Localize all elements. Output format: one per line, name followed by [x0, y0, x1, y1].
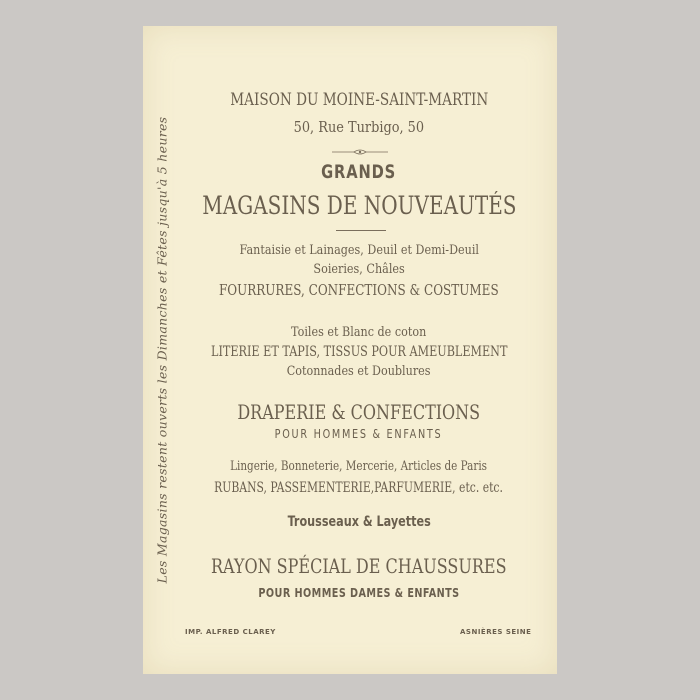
address: 50, Rue Turbigo, 50 [293, 118, 425, 136]
printer-place: ASNIÈRES SEINE [460, 628, 532, 636]
section3-line2: POUR HOMMES & ENFANTS [275, 426, 443, 441]
section2-line3: Cotonnades et Doublures [287, 364, 431, 379]
section6-line1: RAYON SPÉCIAL DE CHAUSSURES [211, 554, 507, 578]
printer-credit: IMP. ALFRED CLAREY [185, 628, 276, 636]
section6-line2: POUR HOMMES DAMES & ENFANTS [258, 585, 460, 600]
title-rule [336, 230, 386, 231]
title-grands: GRANDS [321, 161, 397, 183]
title-magasins: MAGASINS DE NOUVEAUTÉS [201, 191, 517, 220]
section4-line2: RUBANS, PASSEMENTERIE,PARFUMERIE, etc. etc. [214, 480, 504, 496]
section4-line1: Lingerie, Bonneterie, Mercerie, Articles de Paris [230, 459, 488, 474]
ornament-divider [330, 148, 390, 156]
section3-line1: DRAPERIE & CONFECTIONS [237, 400, 481, 424]
section1-line3: FOURRURES, CONFECTIONS & COSTUMES [219, 281, 499, 299]
house-name: MAISON DU MOINE-SAINT-MARTIN [229, 90, 489, 110]
opening-hours-note: Les Magasins restent ouverts les Dimanches et Fêtes jusqu'à 5 heures [154, 116, 170, 584]
section2-line2: LITERIE ET TAPIS, TISSUS POUR AMEUBLEMENT [210, 344, 508, 360]
section5-line1: Trousseaux & Layettes [287, 514, 431, 530]
section1-line2: Soieries, Châles [313, 262, 405, 277]
section2-line1: Toiles et Blanc de coton [291, 325, 427, 340]
section1-line1: Fantaisie et Lainages, Deuil et Demi-Deuil [239, 243, 479, 258]
